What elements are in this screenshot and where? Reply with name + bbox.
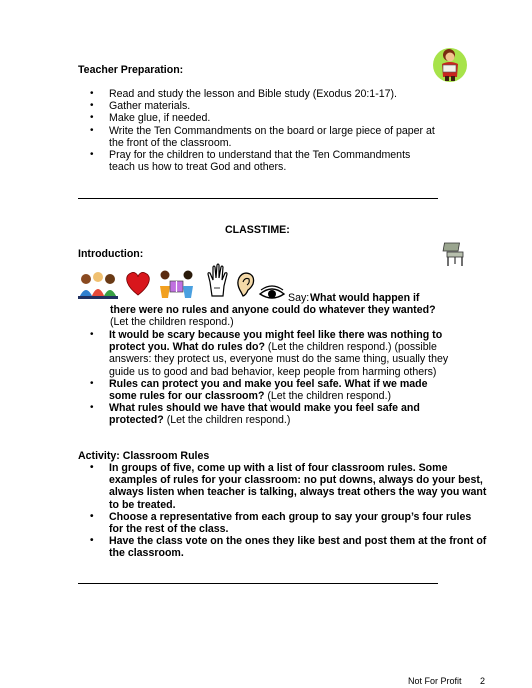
intro-question-note: (Let the children respond.) [110,316,234,329]
section-divider [78,583,438,584]
list-item: • Write the Ten Commandments on the board or large piece of paper at the front of the classroom. [90,124,435,149]
bullet-icon: • [90,462,94,473]
say-prefix: Say: [288,292,310,304]
list-item: • Have the class vote on the ones they like best and post them at the front of the classroom. [90,535,487,560]
introduction-heading: Introduction: [78,248,144,260]
teacher-icon [430,44,470,84]
intro-question-bold: What would happen if there were no rules and anyone could do whatever they wanted? [110,292,436,317]
bullet-icon: • [90,112,94,124]
bullet-icon: • [90,402,94,414]
bullet-icon: • [90,88,94,99]
list-item: • It would be scary because you might feel like there was nothing to protect you. What do rules do? (Let the children respond.) (possible answers: they protect us, everyone must do the same thing, usually they guide us to good and bad behavior, keep people from harming others) [90,329,449,378]
list-item: • Choose a representative from each group to say your group’s four rules for the rest of the class. [90,510,472,536]
activity-list [90,462,487,560]
bullet-icon: • [90,149,94,161]
list-item: • Read and study the lesson and Bible study (Exodus 20:1-17). [90,88,397,100]
list-item: • What rules should we have that would make you feel safe and protected? (Let the children respond.) [90,402,420,427]
teacher-preparation-heading: Teacher Preparation: [78,64,184,76]
list-item: • Rules can protect you and make you feel safe. What if we made some rules for our classroom? (Let the children respond.) [90,377,428,403]
footer-text: Not For Profit [408,676,462,686]
bullet-icon: • [90,510,94,522]
section-divider [78,198,438,199]
list-item: • Make glue, if needed. [90,112,211,125]
bullet-icon: • [90,100,94,112]
desk-chair-icon [442,240,466,268]
page-number: 2 [480,676,486,686]
list-item: • In groups of five, come up with a list of four classroom rules. Some examples of rules for your classroom: no put downs, always do your best, always listen when teacher is talking, always treat others the way you want to be treated. [90,462,487,511]
list-item: • Gather materials. [90,100,191,113]
classtime-heading: CLASSTIME: [225,224,290,236]
introduction-list [90,329,454,427]
bullet-icon: • [90,329,94,340]
bullet-icon: • [90,124,94,136]
intro-first-question [110,292,445,329]
teacher-preparation-list [90,88,439,174]
bullet-icon: • [90,377,94,389]
bullet-icon: • [90,535,94,547]
list-item: • Pray for the children to understand that the Ten Commandments teach us how to treat God and others. [90,149,411,174]
activity-heading: Activity: Classroom Rules [78,450,210,462]
